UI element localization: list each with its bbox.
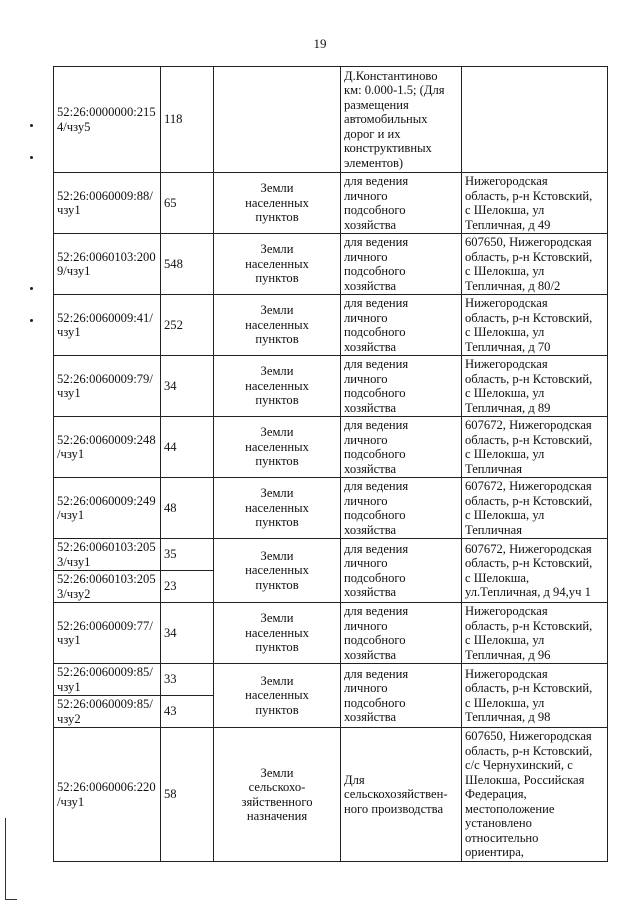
area-value: 34 [164, 378, 177, 393]
address-cell [462, 173, 608, 234]
area-value: 35 [164, 547, 177, 562]
land-category-cell [214, 173, 341, 234]
table-row [54, 234, 608, 295]
cadastral-number-cell [54, 67, 161, 173]
land-category: Земли населенных пунктов [245, 425, 309, 469]
permitted-use: для ведения личного подсобного хозяйства [344, 666, 409, 724]
land-category: Земли сельскохо- зяйственного назначения [241, 765, 313, 823]
area-cell [161, 173, 214, 234]
cadastral-number-cell [54, 539, 161, 571]
land-category-cell [214, 234, 341, 295]
address-cell [462, 664, 608, 728]
cadastral-number: 52:26:0060103:205 3/чзу2 [57, 572, 156, 601]
area-cell [161, 417, 214, 478]
area-value: 44 [164, 439, 177, 454]
table-row [54, 417, 608, 478]
permitted-use-cell [341, 356, 462, 417]
cadastral-number: 52:26:0060006:220 /чзу1 [57, 780, 156, 809]
address: Нижегородская область, р-н Кстовский, с Шелокша, ул Тепличная, д 96 [465, 604, 593, 662]
land-category: Земли населенных пунктов [245, 181, 309, 225]
permitted-use-cell [341, 728, 462, 862]
cadastral-number: 52:26:0060009:85/ чзу1 [57, 665, 153, 694]
address: 607672, Нижегородская область, р-н Кстовский, с Шелокша, ул Тепличная [465, 418, 593, 476]
area-cell [161, 696, 214, 728]
page-number: 19 [313, 36, 327, 51]
area-value: 65 [164, 195, 177, 210]
cadastral-number-cell [54, 295, 161, 356]
permitted-use-cell [341, 173, 462, 234]
area-cell [161, 478, 214, 539]
permitted-use: для ведения личного подсобного хозяйства [344, 296, 409, 354]
table-row [54, 728, 608, 862]
land-plots-table [53, 66, 608, 862]
address: Нижегородская область, р-н Кстовский, с Шелокша, ул Тепличная, д 70 [465, 296, 593, 354]
address-cell [462, 417, 608, 478]
table-row [54, 173, 608, 234]
address-cell [462, 539, 608, 603]
address-cell [462, 603, 608, 664]
table-row [54, 603, 608, 664]
cadastral-number-cell [54, 417, 161, 478]
land-category: Земли населенных пунктов [245, 486, 309, 530]
permitted-use-cell [341, 664, 462, 728]
table-row [54, 67, 608, 173]
land-category-cell [214, 417, 341, 478]
cadastral-number-cell [54, 664, 161, 696]
address-cell [462, 295, 608, 356]
cadastral-number-cell [54, 173, 161, 234]
area-value: 34 [164, 625, 177, 640]
area-value: 118 [164, 112, 183, 127]
cadastral-number-cell [54, 728, 161, 862]
address-cell [462, 478, 608, 539]
land-category-cell [214, 664, 341, 728]
permitted-use: Для сельскохозяйствен- ного производства [344, 772, 448, 816]
cadastral-number-cell [54, 603, 161, 664]
permitted-use: для ведения личного подсобного хозяйства [344, 541, 409, 599]
cadastral-number: 52:26:0060103:205 3/чзу1 [57, 540, 156, 569]
scan-dot [30, 124, 33, 127]
area-cell [161, 571, 214, 603]
address-cell [462, 234, 608, 295]
permitted-use: для ведения личного подсобного хозяйства [344, 235, 409, 293]
area-value: 23 [164, 579, 177, 594]
address-cell [462, 356, 608, 417]
land-category-cell [214, 539, 341, 603]
area-value: 33 [164, 672, 177, 687]
area-value: 548 [164, 256, 183, 271]
address-cell [462, 728, 608, 862]
land-category: Земли населенных пунктов [245, 611, 309, 655]
area-cell [161, 728, 214, 862]
land-category: Земли населенных пунктов [245, 303, 309, 347]
cadastral-number: 52:26:0060009:41/ чзу1 [57, 310, 153, 339]
area-cell [161, 295, 214, 356]
address: 607672, Нижегородская область, р-н Кстовский, с Шелокша, ул Тепличная [465, 479, 593, 537]
permitted-use-cell [341, 67, 462, 173]
permitted-use: для ведения личного подсобного хозяйства [344, 418, 409, 476]
land-category: Земли населенных пунктов [245, 242, 309, 286]
address-cell [462, 67, 608, 173]
land-category-cell [214, 478, 341, 539]
permitted-use-cell [341, 417, 462, 478]
area-cell [161, 67, 214, 173]
address: Нижегородская область, р-н Кстовский, с Шелокша, ул Тепличная, д 98 [465, 666, 593, 724]
land-category-cell [214, 603, 341, 664]
address: 607672, Нижегородская область, р-н Кстовский, с Шелокша, ул.Тепличная, д 94,уч 1 [465, 541, 593, 599]
cadastral-number-cell [54, 571, 161, 603]
cadastral-number: 52:26:0060009:249 /чзу1 [57, 493, 156, 522]
permitted-use: для ведения личного подсобного хозяйства [344, 357, 409, 415]
cadastral-number-cell [54, 696, 161, 728]
area-value: 58 [164, 787, 177, 802]
land-category: Земли населенных пунктов [245, 364, 309, 408]
address: Нижегородская область, р-н Кстовский, с Шелокша, ул Тепличная, д 89 [465, 357, 593, 415]
table-row [54, 295, 608, 356]
table-row [54, 539, 608, 571]
cadastral-number-cell [54, 356, 161, 417]
land-category: Земли населенных пунктов [245, 548, 309, 592]
scan-dot [30, 287, 33, 290]
margin-line [5, 818, 6, 900]
area-cell [161, 234, 214, 295]
address: 607650, Нижегородская область, р-н Кстовский, с/с Чернухинский, с Шелокша, Российская Федерация, местоположение установлено относительно ориентира, [465, 729, 593, 860]
cadastral-number: 52:26:0060009:248 /чзу1 [57, 432, 156, 461]
area-value: 43 [164, 704, 177, 719]
land-category-cell [214, 728, 341, 862]
permitted-use-cell [341, 295, 462, 356]
permitted-use-cell [341, 478, 462, 539]
permitted-use-cell [341, 234, 462, 295]
cadastral-number: 52:26:0060009:85/ чзу2 [57, 697, 153, 726]
address: Нижегородская область, р-н Кстовский, с Шелокша, ул Тепличная, д 49 [465, 174, 593, 232]
area-cell [161, 539, 214, 571]
address: 607650, Нижегородская область, р-н Кстовский, с Шелокша, ул Тепличная, д 80/2 [465, 235, 593, 293]
cadastral-number: 52:26:0060103:200 9/чзу1 [57, 249, 156, 278]
cadastral-number: 52:26:0060009:88/ чзу1 [57, 188, 153, 217]
table-row [54, 664, 608, 696]
permitted-use: для ведения личного подсобного хозяйства [344, 174, 409, 232]
area-cell [161, 603, 214, 664]
permitted-use-cell [341, 539, 462, 603]
cadastral-number: 52:26:0060009:79/ чзу1 [57, 371, 153, 400]
cadastral-number: 52:26:0060009:77/ чзу1 [57, 618, 153, 647]
area-value: 48 [164, 500, 177, 515]
table-row [54, 356, 608, 417]
margin-line [5, 899, 17, 900]
cadastral-number-cell [54, 478, 161, 539]
area-cell [161, 356, 214, 417]
permitted-use: для ведения личного подсобного хозяйства [344, 479, 409, 537]
permitted-use: для ведения личного подсобного хозяйства [344, 604, 409, 662]
permitted-use: Д.Константиново км: 0.000-1.5; (Для размещения автомобильных дорог и их конструктивных элементов) [344, 68, 445, 170]
land-category: Земли населенных пунктов [245, 673, 309, 717]
land-category-cell [214, 356, 341, 417]
permitted-use-cell [341, 603, 462, 664]
table-row [54, 478, 608, 539]
area-value: 252 [164, 317, 183, 332]
cadastral-number: 52:26:0000000:215 4/чзу5 [57, 105, 156, 134]
scan-dot [30, 156, 33, 159]
land-category-cell [214, 67, 341, 173]
area-cell [161, 664, 214, 696]
cadastral-number-cell [54, 234, 161, 295]
land-category-cell [214, 295, 341, 356]
scan-dot [30, 319, 33, 322]
